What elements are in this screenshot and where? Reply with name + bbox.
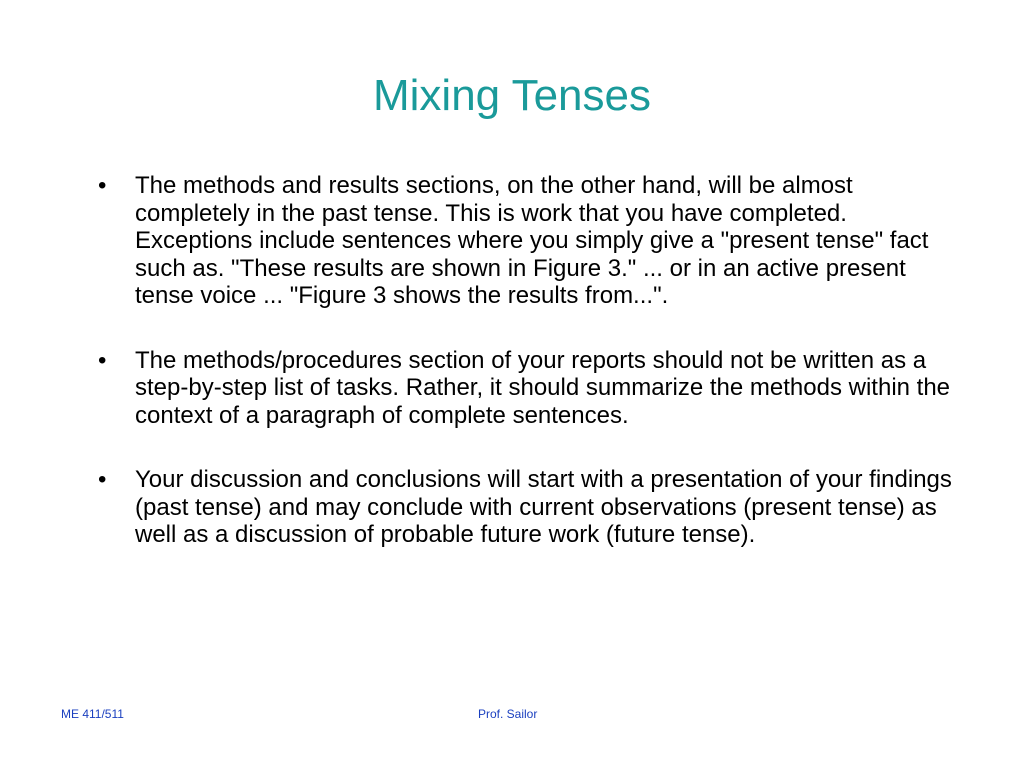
- bullet-text: The methods/procedures section of your reports should not be written as a step-by-step list of tasks. Rather, it should summarize the methods within the context of a paragraph of complete sentences.: [135, 346, 951, 429]
- bullet-text: Your discussion and conclusions will start with a presentation of your findings (past tense) and may conclude with current observations (present tense) as well as a discussion of probable future work (future tense).: [135, 466, 952, 548]
- bullet-item: [98, 466, 958, 549]
- slide-title: Mixing Tenses: [373, 71, 651, 120]
- footer-author: Prof. Sailor: [478, 707, 538, 721]
- bullet-marker: •: [98, 172, 107, 199]
- bullet-item: [98, 172, 958, 310]
- bullet-item: [98, 347, 958, 430]
- footer-course: ME 411/511: [61, 707, 124, 721]
- bullet-marker: •: [98, 346, 107, 374]
- bullet-list: [98, 172, 958, 586]
- bullet-text: The methods and results sections, on the other hand, will be almost completely in the past tense. This is work that you have completed. Exceptions include sentences where you simply give a "present tense" fact such as. "These results are shown in Figure 3." ... or in an active present tense voice ... "Figure 3 shows the results from...".: [135, 172, 929, 309]
- bullet-marker: •: [98, 466, 107, 493]
